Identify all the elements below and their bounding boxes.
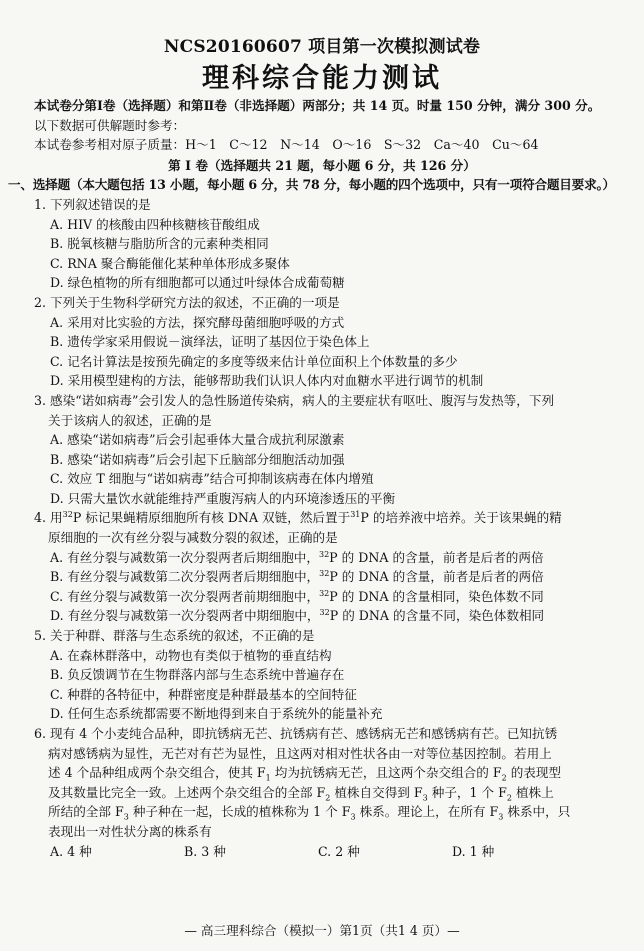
stem-text: 述 4 个品种组成两个杂交组合，使其 F (48, 765, 266, 781)
question-stem: 1. 下列叙述错误的是 (34, 196, 151, 212)
option-b: B. 脱氧核糖与脂肪所含的元素种类相同 (50, 236, 269, 252)
option-b: B. 感染“诺如病毒”后会引起下丘脑部分细胞活动加强 (50, 451, 345, 467)
option-b: B. 遗传学家采用假说－演绎法，证明了基因位于染色体上 (50, 334, 370, 350)
isotope-superscript: 31 (350, 510, 361, 520)
stem-text: 种子种在一起，长成的植株称为 1 个 F (128, 804, 351, 820)
question-stem-continued: 关于该病人的叙述，正确的是 (48, 412, 212, 428)
option-c: C. 效应 T 细胞与“诺如病毒”结合可抑制该病毒在体内增殖 (50, 471, 374, 487)
atomic-mass-line: 本试卷参考相对原子质量：H～1 C～12 N～14 O～16 S～32 Ca～40 Cu～64 (34, 137, 539, 153)
exam-info-line: 本试卷分第Ⅰ卷（选择题）和第Ⅱ卷（非选择题）两部分；共 14 页。时量 150 分钟，满分 300 分。 (34, 98, 601, 113)
question-2 (0, 293, 644, 391)
generation-subscript: 3 (350, 812, 356, 822)
question-1 (0, 195, 644, 293)
stem-text: 4. 用 (34, 510, 63, 526)
option-c: C. 种群的各特征中，种群密度是种群最基本的空间特征 (50, 686, 357, 702)
question-4 (0, 508, 644, 626)
question-stem-continued: 原细胞的一次有丝分裂与减数分裂的叙述，正确的是 (48, 530, 338, 546)
question-3 (0, 391, 644, 509)
exam-main-title: 理科综合能力测试 (202, 63, 442, 94)
option-a: A. HIV 的核酸由四种核糖核苷酸组成 (50, 216, 260, 232)
stem-text: 的表现型 (506, 765, 562, 781)
question-stem-continued (34, 802, 632, 822)
question-stem: 2. 下列关于生物科学研究方法的叙述，不正确的一项是 (34, 294, 340, 310)
option-text: P 的 DNA 的含量相同，染色体数不同 (329, 588, 544, 604)
option-c: C. 2 种 (318, 843, 360, 859)
isotope-superscript: 32 (318, 549, 330, 559)
question-stem-continued: 病对感锈病为显性，无芒对有芒为显性，且这两对相对性状各由一对等位基因控制。若用上 (48, 745, 552, 761)
isotope-superscript: 32 (319, 588, 330, 598)
question-stem: 6. 现有 4 个小麦纯合品种，即抗锈病无芒、抗锈病有芒、感锈病无芒和感锈病有芒。已知抗锈 (34, 726, 558, 741)
question-6 (0, 724, 644, 861)
exam-info (0, 96, 644, 155)
option-d: D. 任何生态系统都需要不断地得到来自于系统外的能量补充 (50, 706, 383, 722)
option-b: B. 负反馈调节在生物群落内部与生态系统中普遍存在 (50, 667, 345, 683)
generation-subscript: 2 (506, 793, 512, 803)
question-stem: 5. 关于种群、群落与生态系统的叙述，不正确的是 (34, 628, 315, 644)
generation-subscript: 2 (501, 773, 507, 783)
option-a: A. 感染“诺如病毒”后会引起垂体大量合成抗利尿激素 (50, 432, 345, 448)
option-a: A. 4 种 (50, 843, 92, 859)
question-stem-continued (34, 783, 632, 803)
stem-text: 株系。理论上，在所有 F (355, 804, 499, 820)
isotope-superscript: 32 (319, 569, 330, 579)
option-a: A. 在森林群落中，动物也有类似于植物的垂直结构 (50, 647, 332, 663)
stem-text: 株系中，只 (503, 804, 571, 820)
stem-text: P 的培养液中培养。关于该果蝇的精 (360, 510, 562, 526)
generation-subscript: 1 (265, 773, 271, 783)
question-stem (34, 508, 632, 528)
option-a (34, 548, 632, 568)
option-c: C. 记名计算法是按预先确定的多度等级来估计单位面积上个体数量的多少 (50, 353, 458, 369)
stem-text: 植株上 (511, 784, 554, 800)
option-b: B. 3 种 (184, 843, 226, 859)
stem-text: 及其数量比完全一致。上述两个杂交组合的全部 F (48, 784, 326, 800)
exam-info-line: 以下数据可供解题时参考： (34, 117, 186, 133)
option-text: P 的 DNA 的含量，前者是后者的两倍 (329, 549, 544, 565)
option-text: P 的 DNA 的含量，前者是后者的两倍 (329, 569, 544, 585)
page-footer: — 高三理科综合（模拟一）第1页（共1 4 页）— (184, 923, 460, 938)
option-c: C. RNA 聚合酶能催化某种单体形成多聚体 (50, 255, 290, 271)
option-text: A. 有丝分裂与减数第一次分裂两者后期细胞中， (50, 549, 319, 565)
option-d (34, 606, 632, 626)
question-stem-continued (34, 763, 632, 783)
stem-text: P 标记果蝇精原细胞所有核 DNA 双链，然后置于 (72, 510, 351, 526)
section-intro: 一、选择题（本大题包括 13 小题，每小题 6 分，共 78 分，每小题的四个选项中，只有一项符合题目要求。） (8, 177, 615, 193)
generation-subscript: 2 (325, 793, 331, 803)
option-d: D. 1 种 (452, 843, 495, 859)
option-d: D. 采用模型建构的方法，能够帮助我们认识人体内对血糖水平进行调节的机制 (50, 373, 484, 389)
isotope-superscript: 32 (319, 608, 330, 618)
option-text: C. 有丝分裂与减数第一次分裂两者前期细胞中， (50, 588, 320, 604)
option-text: D. 有丝分裂与减数第一次分裂两者中期细胞中， (50, 608, 320, 624)
stem-text: 所结的全部 F (48, 804, 124, 820)
options-row (34, 842, 632, 862)
generation-subscript: 3 (123, 812, 129, 822)
section-title: 第 Ⅰ 卷（选择题共 21 题，每小题 6 分，共 126 分） (168, 157, 476, 173)
isotope-superscript: 32 (62, 510, 73, 520)
option-a: A. 采用对比实验的方法，探究酵母菌细胞呼吸的方式 (50, 314, 345, 330)
stem-text: 植株自交得到 F (330, 784, 423, 800)
option-text: P 的 DNA 的含量不同，染色体数相同 (329, 608, 545, 624)
question-stem-continued: 表现出一对性状分离的株系有 (48, 823, 212, 839)
generation-subscript: 3 (498, 812, 504, 822)
stem-text: 均为抗锈病无芒，且这两个杂交组合的 F (270, 765, 502, 781)
option-b (34, 567, 632, 587)
generation-subscript: 3 (422, 793, 428, 803)
exam-code-title: NCS20160607 项目第一次模拟测试卷 (163, 37, 481, 57)
option-d: D. 只需大量饮水就能维持严重腹泻病人的内环境渗透压的平衡 (50, 490, 396, 506)
option-c (34, 587, 632, 607)
question-5 (0, 626, 644, 724)
option-d: D. 绿色植物的所有细胞都可以通过叶绿体合成葡萄糖 (50, 275, 345, 291)
question-stem: 3. 感染“诺如病毒”会引发人的急性肠道传染病，病人的主要症状有呕吐、腹泻与发热等，下列 (34, 392, 555, 408)
stem-text: 种子，1 个 F (427, 784, 507, 800)
option-text: B. 有丝分裂与减数第二次分裂两者后期细胞中， (50, 569, 320, 585)
